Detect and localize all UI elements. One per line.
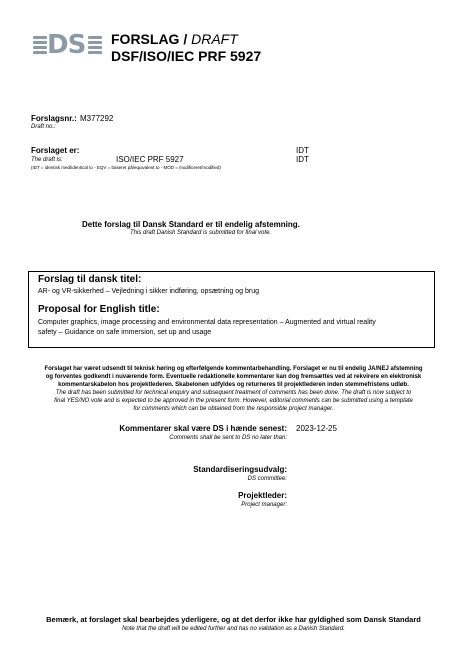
- english-title-line1: Computer graphics, image processing and environmental data representation – Augmented and virtual reality: [38, 319, 376, 326]
- draft-number-label-en: Draft no.:: [31, 124, 56, 130]
- idt-legend: (IDT = identisk med/identical to - EQV = baseret på/equivalent to - MOD = modificeret/modified): [31, 165, 221, 170]
- draft-is-idt: IDT: [296, 155, 309, 164]
- footer-english: Note that the draft will be edited further and has no validation as a Danish Standard.: [122, 626, 345, 632]
- danish-title: AR- og VR-sikkerhed – Vejledning i sikker indføring, opsætning og brug: [38, 288, 260, 295]
- logo-text: DS: [47, 30, 86, 60]
- deadline-label: Kommentarer skal være DS i hænde senest:: [119, 424, 287, 433]
- draft-is-idt-top: IDT: [296, 146, 309, 155]
- final-vote-english: This draft Danish Standard is submitted for final vote.: [130, 230, 272, 236]
- notice-english-line3: for comments which can be obtained from the responsible project manager.: [133, 406, 334, 412]
- logo-stripes-left: [33, 36, 47, 56]
- project-manager-label-en: Project manager:: [241, 502, 287, 508]
- page-title: [111, 31, 238, 47]
- title-box: [28, 271, 435, 348]
- title-suffix: DRAFT: [191, 31, 238, 47]
- draft-is-label-en: The draft is:: [31, 157, 63, 163]
- notice-english-line1: The draft has been submitted for technical enquiry and subsequent treatment of comments has been done. The draft is now subject to: [55, 390, 412, 396]
- title-prefix: FORSLAG /: [111, 31, 188, 47]
- draft-number-label: Forslagsnr.:: [31, 114, 77, 123]
- standard-id: DSF/ISO/IEC PRF 5927: [111, 48, 262, 64]
- logo-stripes-right: [88, 36, 102, 56]
- committee-label-en: DS committee:: [247, 476, 287, 482]
- deadline-label-en: Comments shall be sent to DS no later than:: [169, 435, 287, 441]
- notice-danish-line1: Forslaget har været udsendt til teknisk høring og efterfølgende kommentarbehandling. Forslaget er nu til endelig JA/NEJ afstemning: [44, 366, 423, 372]
- english-title-line2: safety – Guidance on safe immersion, set up and usage: [38, 329, 212, 336]
- draft-is-label: Forslaget er:: [31, 146, 80, 155]
- notice-danish-line3: kommentarskabelon hos projektlederen. Skabelonen udfyldes og returneres til projektlederen inden stemmefristens udløb.: [58, 382, 409, 388]
- project-manager-label: Projektleder:: [238, 491, 287, 500]
- notice-english-line2: final YES/NO vote and is expected to be approved in the present form. However, editorial comments can be submitted using a template: [54, 398, 413, 404]
- footer-danish: Bemærk, at forslaget skal bearbejdes yderligere, og at det derfor ikke har gyldighed som Dansk Standard: [46, 615, 421, 624]
- draft-is-value: ISO/IEC PRF 5927: [116, 155, 184, 164]
- english-title-heading: Proposal for English title:: [38, 304, 160, 315]
- deadline-value: 2023-12-25: [296, 424, 337, 433]
- notice-danish-line2: og forventes godkendt i nuværende form. Eventuelle redaktionelle kommentarer kan dog fremsættes ved at rekvirere en elektronisk: [45, 374, 422, 380]
- draft-number-value: M377292: [80, 114, 114, 123]
- final-vote-danish: Dette forslag til Dansk Standard er til endelig afstemning.: [82, 220, 300, 229]
- committee-label: Standardiseringsudvalg:: [193, 465, 287, 474]
- danish-title-heading: Forslag til dansk titel:: [38, 274, 142, 285]
